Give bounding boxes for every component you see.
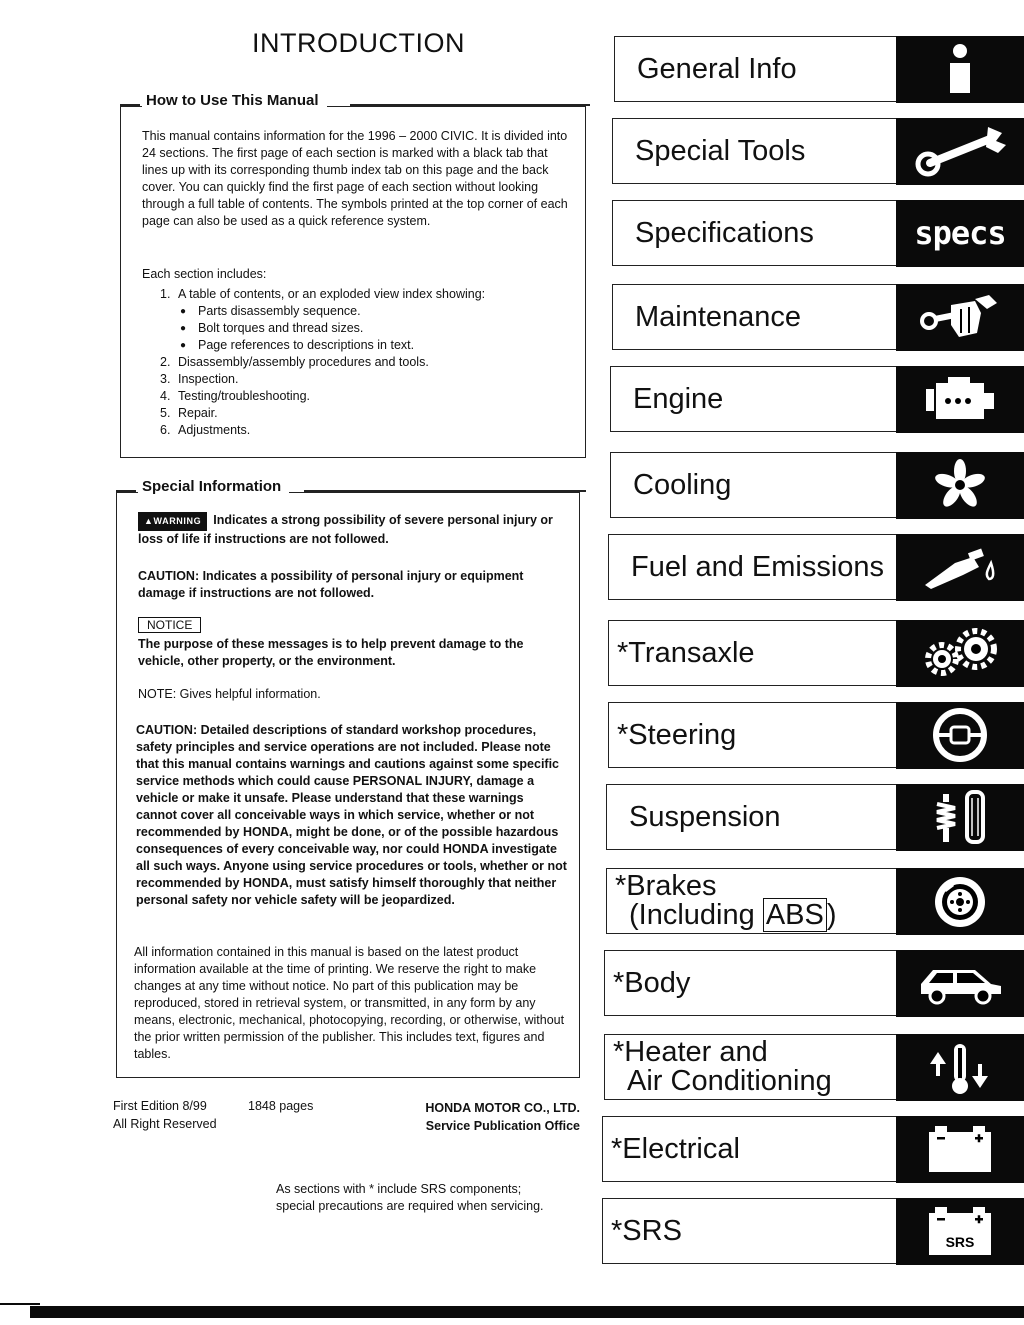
car-icon xyxy=(896,950,1024,1017)
tab-specifications[interactable] xyxy=(612,200,1024,266)
tab-label: Special Tools xyxy=(635,135,806,167)
tab-label: Suspension xyxy=(629,801,781,833)
tab-label: Specifications xyxy=(635,217,814,249)
tab-label: Maintenance xyxy=(635,301,802,333)
fan-icon xyxy=(896,452,1024,519)
engine-icon xyxy=(896,366,1024,433)
list-item: 3. Inspection. xyxy=(160,372,239,386)
tab-cooling[interactable] xyxy=(610,452,1024,518)
srs-icon-text: SRS xyxy=(945,1234,975,1250)
tab-heater-and-air-conditioning[interactable] xyxy=(604,1034,1024,1100)
brake-disc-icon xyxy=(896,868,1024,935)
tab-electrical[interactable] xyxy=(602,1116,1024,1182)
tab-label: *Body xyxy=(613,967,691,999)
gears-icon xyxy=(896,620,1024,687)
includes-heading: Each section includes: xyxy=(142,267,267,281)
steering-wheel-icon xyxy=(896,702,1024,769)
list-item: 4. Testing/troubleshooting. xyxy=(160,389,311,403)
includes-list xyxy=(160,286,580,439)
tab-transaxle[interactable] xyxy=(608,620,1024,686)
publisher-info: HONDA MOTOR CO., LTD. Service Publication Office xyxy=(425,1101,580,1133)
tab-srs[interactable] xyxy=(602,1198,1024,1264)
tab-label: *SRS xyxy=(611,1215,682,1247)
note-paragraph: NOTE: Gives helpful information. xyxy=(138,687,321,701)
fuel-nozzle-icon xyxy=(896,534,1024,601)
list-item: 6. Adjustments. xyxy=(160,423,251,437)
tab-steering[interactable] xyxy=(608,702,1024,768)
how-to-use-heading: How to Use This Manual xyxy=(142,92,327,109)
thermometer-icon xyxy=(896,1034,1024,1101)
tab-label: *Brakes (Including ABS ) xyxy=(615,870,837,931)
copyright-paragraph: All information contained in this manual is based on the latest product information available at the time of printing. We reserve the right to make changes at any time without notice. No part of this publication may be reproduced, stored in retrieval system, or transmitted, in any form by any means, electronic, mechanical, photocopying, recording, or otherwise, without the prior written permission of the publisher. This includes text, figures and tables. xyxy=(134,945,565,1061)
tab-special-tools[interactable] xyxy=(612,118,1024,184)
list-subitem: ● Page references to descriptions in text. xyxy=(180,338,415,352)
tab-label: Cooling xyxy=(633,469,732,501)
tab-label: Engine xyxy=(633,383,724,415)
list-item: 1. A table of contents, or an exploded view index showing: xyxy=(160,287,486,301)
abs-badge: ABS xyxy=(763,898,827,932)
notice-badge: NOTICE xyxy=(138,617,201,633)
caution-paragraph: CAUTION: Indicates a possibility of personal injury or equipment damage if instructions are not followed. xyxy=(138,569,524,600)
srs-note: As sections with * include SRS components; special precautions are required when servicing. xyxy=(276,1182,544,1213)
tab-label: *Steering xyxy=(617,719,737,751)
caution-detail-paragraph: CAUTION: Detailed descriptions of standard workshop procedures, safety principles and service operations are not included. Please note that this manual contains warnings and cautions against some specific service methods which could cause PERSONAL INJURY, damage a vehicle or make it unsafe. Please understand that these warnings cannot cover all conceivable ways in which service, whether or not recommended by HONDA, might be done, or of the possible hazardous consequences of every conceivable way, nor could HONDA investigate all such ways. Anyone using service procedures or tools, whether or not recommended by HONDA, must satisfy himself thoroughly that neither personal safety nor vehicle safety will be jeopardized. xyxy=(136,723,567,907)
tab-label: General Info xyxy=(637,53,797,85)
tab-label: *Transaxle xyxy=(617,637,755,669)
list-subitem: ● Bolt torques and thread sizes. xyxy=(180,321,364,335)
warning-badge: ▲WARNING xyxy=(138,512,207,531)
tab-label: *Heater and Air Conditioning xyxy=(613,1036,832,1097)
tab-label: Fuel and Emissions xyxy=(631,551,885,583)
wrench-icon xyxy=(896,118,1024,185)
page-title: INTRODUCTION xyxy=(252,28,465,58)
edition-info: First Edition 8/99 All Right Reserved xyxy=(113,1099,217,1131)
tab-label: *Electrical xyxy=(611,1133,740,1165)
info-icon xyxy=(896,36,1024,103)
hand-wrench-icon xyxy=(896,284,1024,351)
bottom-bar xyxy=(30,1306,1024,1318)
warning-paragraph: ▲WARNING Indicates a strong possibility of severe personal injury or loss of life if instructions are not followed. xyxy=(138,513,553,546)
specs-icon: specs xyxy=(896,200,1024,267)
page-count: 1848 pages xyxy=(248,1099,314,1113)
tab-body[interactable] xyxy=(604,950,1024,1016)
srs-battery-icon xyxy=(896,1198,1024,1265)
how-to-use-intro: This manual contains information for the 1996 – 2000 CIVIC. It is divided into 24 sections. The first page of each section is marked with a black tab that lines up with its corresponding thumb index tab on this page and the back cover. You can quickly find the first page of each section without looking through a full table of contents. The symbols printed at the top corner of each page can also be used as a quick reference system. xyxy=(142,129,568,228)
list-item: 2. Disassembly/assembly procedures and tools. xyxy=(160,355,429,369)
list-item: 5. Repair. xyxy=(160,406,218,420)
tab-brakes[interactable] xyxy=(606,868,1024,934)
tab-engine[interactable] xyxy=(610,366,1024,432)
battery-icon xyxy=(896,1116,1024,1183)
tab-maintenance[interactable] xyxy=(612,284,1024,350)
special-info-heading: Special Information xyxy=(138,478,289,495)
notice-paragraph: The purpose of these messages is to help prevent damage to the vehicle, other property, or the environment. xyxy=(138,637,524,668)
bottom-rule xyxy=(0,1303,40,1305)
list-subitem: ● Parts disassembly sequence. xyxy=(180,304,361,318)
tab-general-info[interactable] xyxy=(614,36,1024,102)
shock-absorber-icon xyxy=(896,784,1024,851)
tab-fuel-and-emissions[interactable] xyxy=(608,534,1024,600)
tab-suspension[interactable] xyxy=(606,784,1024,850)
